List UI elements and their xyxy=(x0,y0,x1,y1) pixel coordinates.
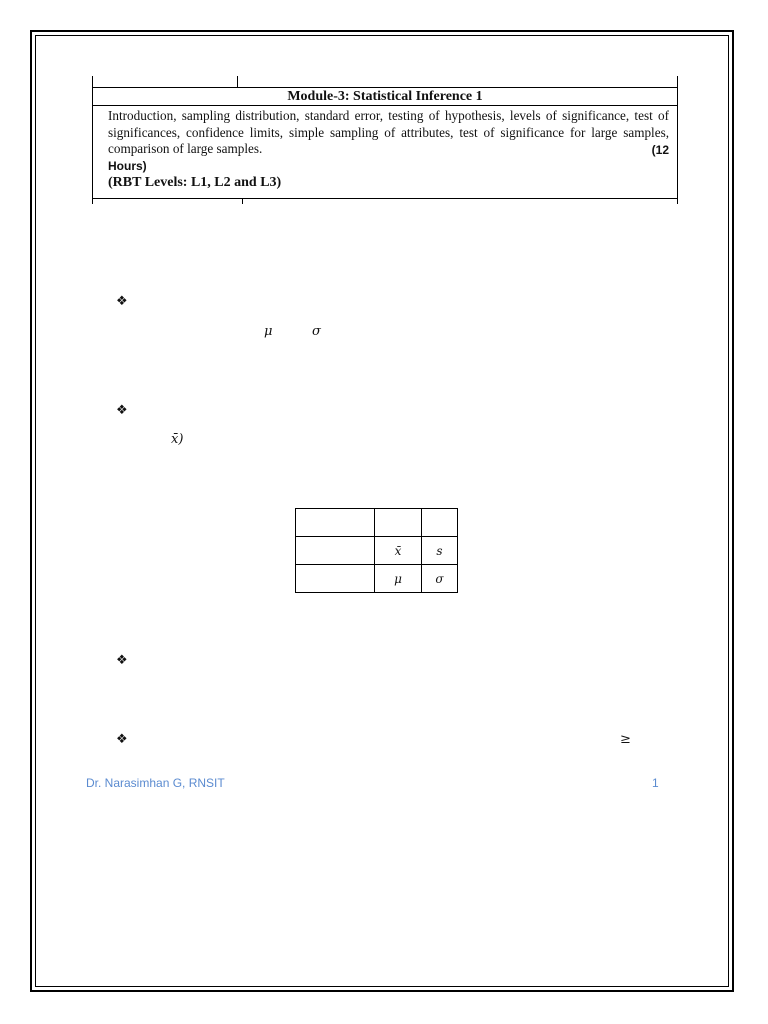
module-title: Module-3: Statistical Inference 1 xyxy=(93,88,677,106)
truncated-row xyxy=(92,198,678,204)
rbt-levels: (RBT Levels: L1, L2 and L3) xyxy=(108,174,282,190)
table-row xyxy=(296,509,458,537)
footer-author: Dr. Narasimhan G, RNSIT xyxy=(86,776,225,790)
syllabus-table xyxy=(92,76,679,204)
geq-symbol: ≥ xyxy=(620,732,631,747)
table-cell: μ xyxy=(375,565,422,593)
bullet-icon: ❖ xyxy=(116,294,128,309)
table-cell: s xyxy=(422,537,458,565)
mu-symbol: μ xyxy=(264,324,273,339)
hours-close: Hours) xyxy=(108,158,147,173)
table-cell: x̄ xyxy=(375,537,422,565)
bullet-icon: ❖ xyxy=(116,653,128,668)
table-cell xyxy=(296,537,375,565)
table-row xyxy=(296,537,458,565)
table-cell xyxy=(296,565,375,593)
page-number: 1 xyxy=(652,776,659,790)
sigma-symbol: σ xyxy=(312,324,321,339)
table-cell xyxy=(422,509,458,537)
bullet-icon: ❖ xyxy=(116,403,128,418)
module-box xyxy=(92,87,678,204)
xbar-symbol: x̄) xyxy=(171,432,184,447)
table-row xyxy=(296,565,458,593)
table-rule xyxy=(242,199,243,204)
table-cell: σ xyxy=(422,565,458,593)
module-description: Introduction, sampling distribution, standard error, testing of hypothesis, levels of significance, test of significances, confidence limits, simple sampling of attributes, test of significance for large samples, comparison of large samples. xyxy=(108,108,669,156)
table-cell xyxy=(296,509,375,537)
module-body xyxy=(93,106,677,191)
hours-open: (12 xyxy=(651,142,669,157)
table-cell xyxy=(375,509,422,537)
stats-table xyxy=(295,508,458,593)
hours-line xyxy=(108,142,669,174)
bullet-icon: ❖ xyxy=(116,732,128,747)
